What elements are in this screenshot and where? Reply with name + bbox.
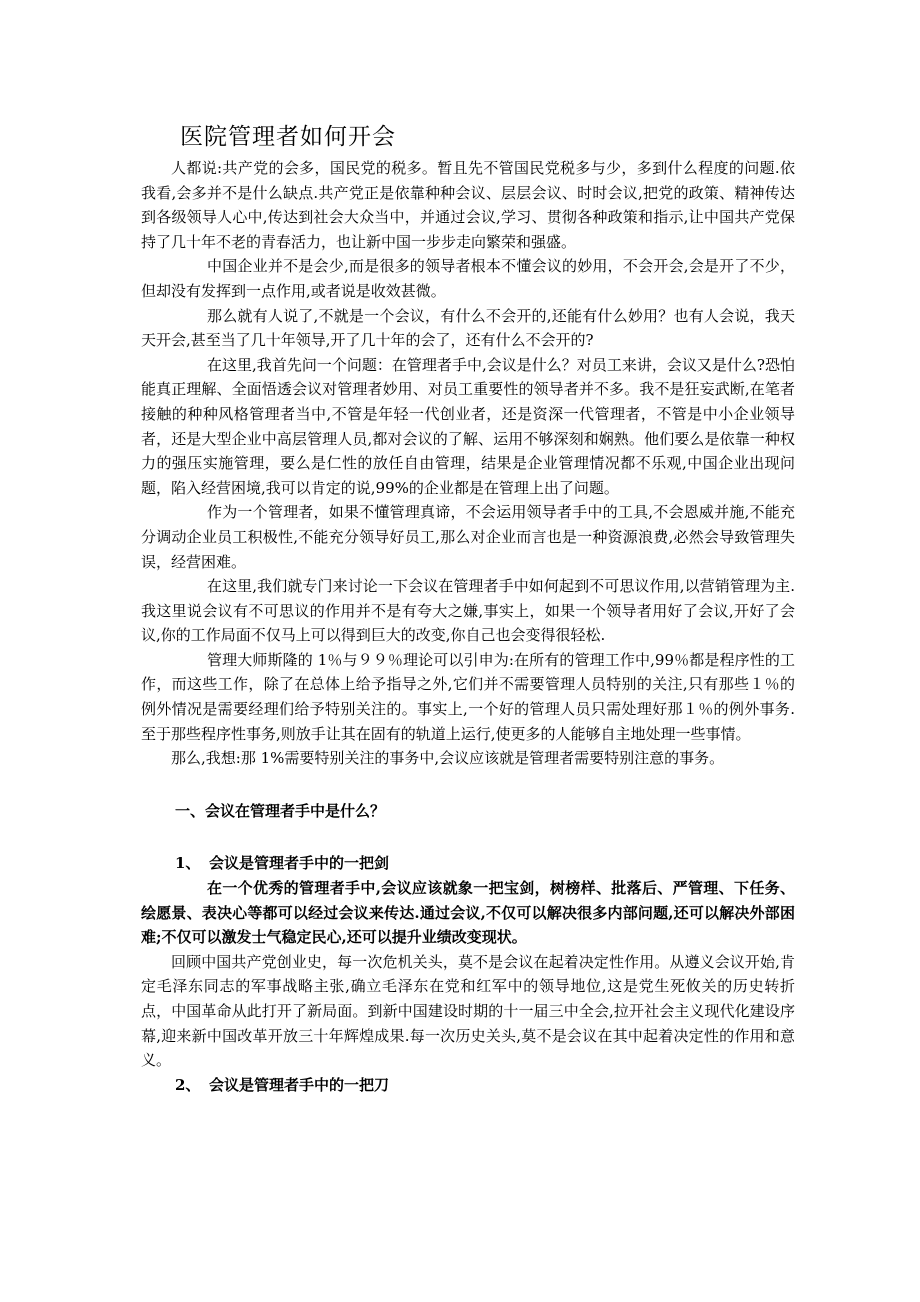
paragraph: 在这里,我首先问一个问题：在管理者手中,会议是什么？对员工来讲，会议又是什么?恐怕能真正理解、全面悟透会议对管理者妙用、对员工重要性的领导者并不多。我不是狂妄武断,在笔者接触的种种风格管理者当中,不管是年轻一代创业者，还是资深一代管理者，不管是中小企业领导者，还是大型企业中高层管理人员,都对会议的了解、运用不够深刻和娴熟。他们要么是依靠一种权力的强压实施管理，要么是仁性的放任自由管理，结果是企业管理情况都不乐观,中国企业出现问题，陷入经营困境,我可以肯定的说,99%的企业都是在管理上出了问题。	[141, 355, 795, 497]
subheading-number: 1、	[175, 854, 201, 873]
subheading-text: 会议是管理者手中的一把刀	[209, 1075, 390, 1094]
bold-paragraph: 在一个优秀的管理者手中,会议应该就象一把宝剑，树榜样、批落后、严管理、下任务、绘愿景、表决心等都可以经过会议来传达.通过会议,不仅可以解决很多内部问题,还可以解决外部困难;不仅可以激发士气稳定民心,还可以提升业绩改变现状。	[141, 879, 795, 947]
document-title: 医院管理者如何开会	[180, 124, 396, 150]
paragraph: 在这里,我们就专门来讨论一下会议在管理者手中如何起到不可思议作用,以营销管理为主.我这里说会议有不可思议的作用并不是有夸大之嫌,事实上，如果一个领导者用好了会议,开好了会议,你的工作局面不仅马上可以得到巨大的改变,你自己也会变得很轻松.	[141, 577, 795, 645]
paragraph: 作为一个管理者，如果不懂管理真谛，不会运用领导者手中的工具,不会恩威并施,不能充分调动企业员工积极性,不能充分领导好员工,那么对企业而言也是一种资源浪费,必然会导致管理失误，经营困难。	[141, 503, 795, 571]
paragraph: 管理大师斯隆的 1％与９９％理论可以引申为:在所有的管理工作中,99％都是程序性的工作，而这些工作，除了在总体上给予指导之外,它们并不需要管理人员特别的关注,只有那些１％的例外情况是需要经理们给予特别关注的。事实上,一个好的管理人员只需处理好那１％的例外事务.至于那些程序性事务,则放手让其在固有的轨道上运行,使更多的人能够自主地处理一些事情。	[141, 650, 795, 743]
paragraph: 那么,我想:那 1%需要特别关注的事务中,会议应该就是管理者需要特别注意的事务。	[171, 749, 725, 768]
document-body	[141, 156, 795, 1097]
subheading-number: 2、	[175, 1075, 201, 1094]
section-heading: 一、会议在管理者手中是什么？	[175, 801, 386, 820]
subheading-1	[141, 851, 795, 876]
paragraph: 中国企业并不是会少,而是很多的领导者根本不懂会议的妙用，不会开会,会是开了不少，但却没有发挥到一点作用,或者说是收效甚微。	[141, 257, 795, 300]
subheading-2	[141, 1073, 795, 1098]
paragraph: 那么就有人说了,不就是一个会议，有什么不会开的,还能有什么妙用？也有人会说，我天天开会,甚至当了几十年领导,开了几十年的会了，还有什么不会开的?	[141, 306, 795, 350]
subheading-text: 会议是管理者手中的一把剑	[209, 854, 390, 873]
spacer	[141, 823, 795, 851]
paragraph: 人都说:共产党的会多，国民党的税多。暂且先不管国民党税多与少，多到什么程度的问题.依我看,会多并不是什么缺点.共产党正是依靠种种会议、层层会议、时时会议,把党的政策、精神传达到各级领导人心中,传达到社会大众当中，并通过会议,学习、贯彻各种政策和指示,让中国共产党保持了几十年不老的青春活力，也让新中国一步步走向繁荣和强盛。	[141, 159, 795, 251]
spacer	[141, 771, 795, 799]
paragraph: 回顾中国共产党创业史，每一次危机关头，莫不是会议在起着决定性作用。从遵义会议开始,肯定毛泽东同志的军事战略主张,确立毛泽东在党和红军中的领导地位,这是党生死攸关的历史转折点，中国革命从此打开了新局面。到新中国建设时期的十一届三中全会,拉开社会主义现代化建设序幕,迎来新中国改革开放三十年辉煌成果.每一次历史关头,莫不是会议在其中起着决定性的作用和意义。	[141, 952, 795, 1070]
